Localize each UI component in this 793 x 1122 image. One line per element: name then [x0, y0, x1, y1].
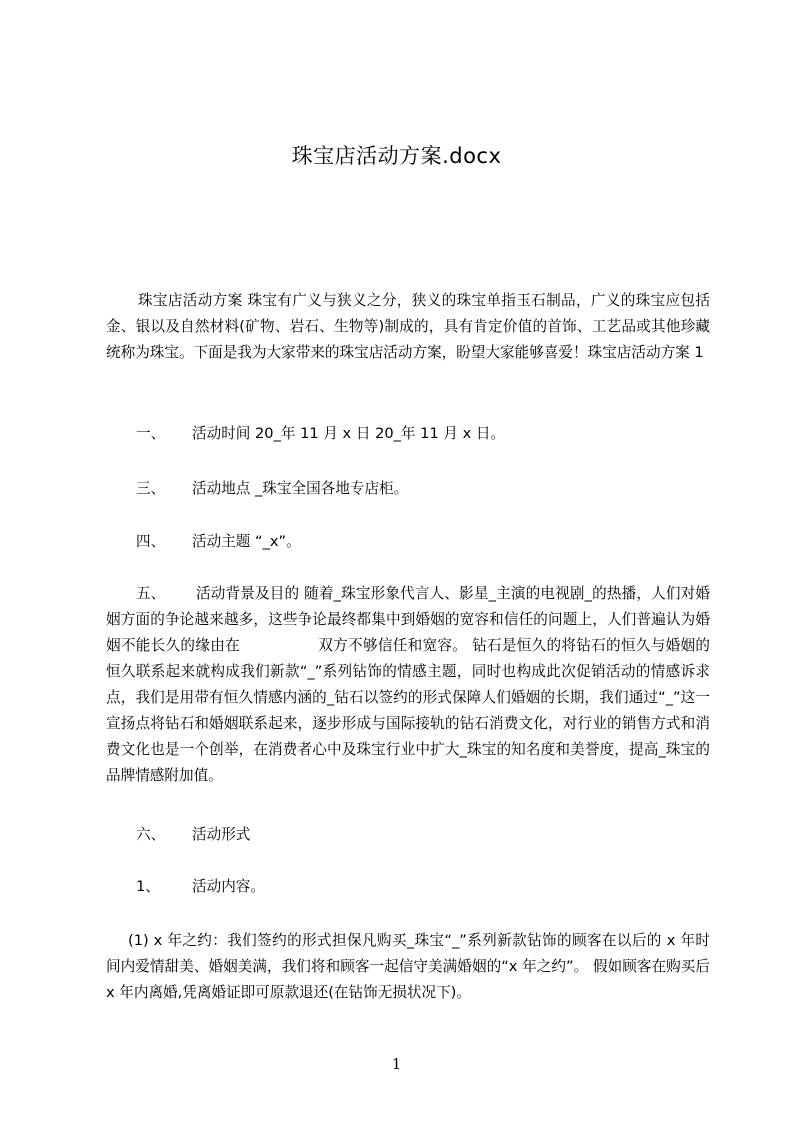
item-number: 一、 — [136, 425, 166, 442]
section5-number: 五、 — [136, 585, 166, 602]
item-activity-location — [136, 476, 710, 502]
item-activity-time — [136, 421, 710, 447]
section5-text-b: 双方不够信任和宽容。 钻石是恒久的将钻石的恒久与婚姻的恒久联系起来就构成我们新款“_”系列钻饰的情感主题，同时也构成此次促销活动的情感诉求点，我们是用带有恒久情感内涵的_钻石以签约的形式保障人们婚姻的长期，我们通过“_”这一宣扬点将钻石和婚姻联系起来，逐步形成与国际接轨的钻石消费文化，对行业的销售方式和消费文化也是一个创举，在消费者心中及珠宝行业中扩大_珠宝的知名度和美誉度，提高_珠宝的品牌情感附加值。 — [106, 637, 710, 784]
item-text: 活动形式 — [192, 826, 251, 843]
item-number: 1、 — [136, 878, 160, 895]
item-text: 活动内容。 — [192, 878, 265, 895]
item-number: 四、 — [136, 533, 166, 550]
section5-background-paragraph — [106, 581, 710, 789]
section5-text-a: 活动背景及目的 随着_珠宝形象代言人、影星_主演的电视剧_的热播，人们对婚姻方面的争论越来越多，这些争论最终都集中到婚姻的宽容和信任的问题上，人们普遍认为婚姻不能长久的缘由在 — [106, 585, 710, 654]
document-title: 珠宝店活动方案.docx — [291, 144, 502, 168]
section6-heading — [136, 822, 710, 848]
page-number: 1 — [391, 1055, 402, 1073]
item-text: 活动地点 _珠宝全国各地专店柜。 — [192, 480, 409, 497]
sub-item-content — [136, 874, 710, 900]
item-number: 三、 — [136, 480, 166, 497]
intro-paragraph: 珠宝店活动方案 珠宝有广义与狭义之分，狭义的珠宝单指玉石制品，广义的珠宝应包括金、银以及自然材料(矿物、岩石、生物等)制成的，具有肯定价值的首饰、工艺品或其他珍藏统称为珠宝。下面是我为大家带来的珠宝店活动方案，盼望大家能够喜爱！珠宝店活动方案 1 — [106, 292, 710, 361]
item-text: 活动时间 20_年 11 月 x 日 20_年 11 月 x 日。 — [192, 425, 506, 442]
item-number: 六、 — [136, 826, 166, 843]
item-activity-theme — [136, 529, 710, 555]
item-text: 活动主题 “_x”。 — [192, 533, 301, 550]
year-promise-paragraph: (1) x 年之约：我们签约的形式担保凡购买_珠宝“_”系列新款钻饰的顾客在以后的 x 年时间内爱情甜美、婚姻美满，我们将和顾客一起信守美满婚姻的“x 年之约”。 假如顾客在购买后 x 年内离婚,凭离婚证即可原款退还(在钻饰无损状况下)。 — [106, 932, 710, 1001]
